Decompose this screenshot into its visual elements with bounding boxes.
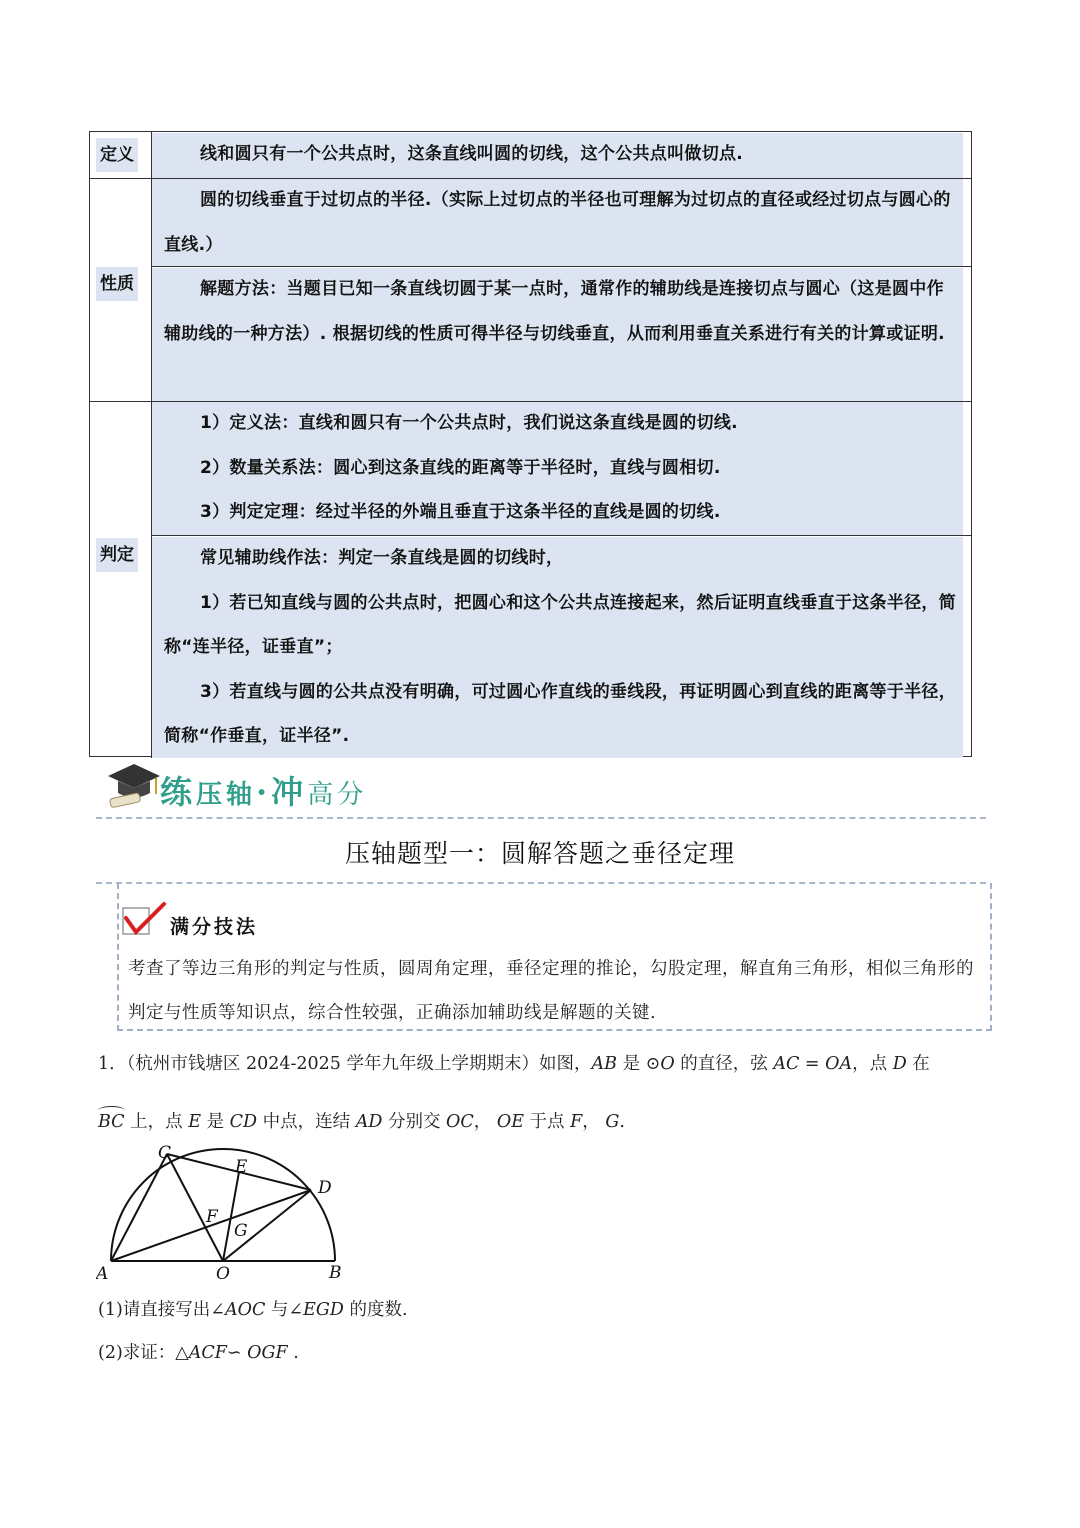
banner-title: 练压轴·冲高分 [160, 773, 368, 811]
geometry-figure [96, 1138, 356, 1288]
tips-body: 考查了等边三角形的判定与性质，圆周角定理，垂径定理的推论，勾股定理，解直角三角形，相似三角形的判定与性质等知识点，综合性较强，正确添加辅助线是解题的关键. [128, 959, 974, 1023]
definition-content: 线和圆只有一个公共点时，这条直线叫圆的切线，这个公共点叫做切点. [152, 132, 971, 178]
label-G: G [234, 1221, 248, 1241]
question-part-1: (1)请直接写出∠AOC 与∠EGD 的度数. [98, 1300, 408, 1320]
semicircle [111, 1149, 335, 1261]
row-label-definition: 定义 [90, 132, 152, 178]
property-content-1: 圆的切线垂直于过切点的半径.（实际上过切点的半径也可理解为过切点的直径或经过切点与圆心的直线.） [152, 178, 971, 267]
label-B: B [329, 1263, 342, 1283]
property-content-2: 解题方法：当题目已知一条直线切圆于某一点时，通常作的辅助线是连接切点与圆心（这是圆中作辅助线的一种方法）. 根据切线的性质可得半径与切线垂直，从而利用垂直关系进行有关的计算或证明. [152, 267, 971, 401]
label-F: F [206, 1207, 218, 1227]
checkmark-icon [120, 900, 168, 938]
tips-title: 满分技法 [170, 916, 259, 938]
graduation-cap-icon [104, 760, 164, 810]
label-D: D [318, 1178, 332, 1198]
question-line-2: BC 上，点 E 是 CD 中点，连结 AD 分别交 OC， OE 于点 F， G. [98, 1108, 625, 1133]
label-E: E [235, 1157, 248, 1177]
question-line-1: 1．（杭州市钱塘区 2024-2025 学年九年级上学期期末）如图，AB 是 ⊙O 的直径，弦 AC = OA，点 D 在 [98, 1054, 930, 1074]
question-part-2: (2)求证：△ACF∽ OGF . [98, 1343, 299, 1363]
label-C: C [158, 1143, 172, 1163]
divider-top [96, 817, 986, 819]
section-title: 压轴题型一：圆解答题之垂径定理 [344, 839, 735, 868]
label-O: O [216, 1264, 230, 1284]
judgement-methods: 1）定义法：直线和圆只有一个公共点时，我们说这条直线是圆的切线. 2）数量关系法：圆心到这条直线的距离等于半径时，直线与圆相切. 3）判定定理：经过半径的外端且垂直于这条半径的直线是圆的切线. [152, 401, 971, 535]
row-label-property: 性质 [90, 178, 152, 401]
judgement-aux-lines: 常见辅助线作法：判定一条直线是圆的切线时， 1）若已知直线与圆的公共点时，把圆心和这个公共点连接起来，然后证明直线垂直于这条半径，简称“连半径，证垂直”； 3）若直线与圆的公共点没有明确，可过圆心作直线的垂线段，再证明圆心到直线的距离等于半径，简称“作垂直，证半径”. [152, 536, 971, 758]
label-A: A [96, 1264, 109, 1284]
knowledge-table [89, 131, 972, 757]
row-label-judgement: 判定 [90, 401, 152, 758]
